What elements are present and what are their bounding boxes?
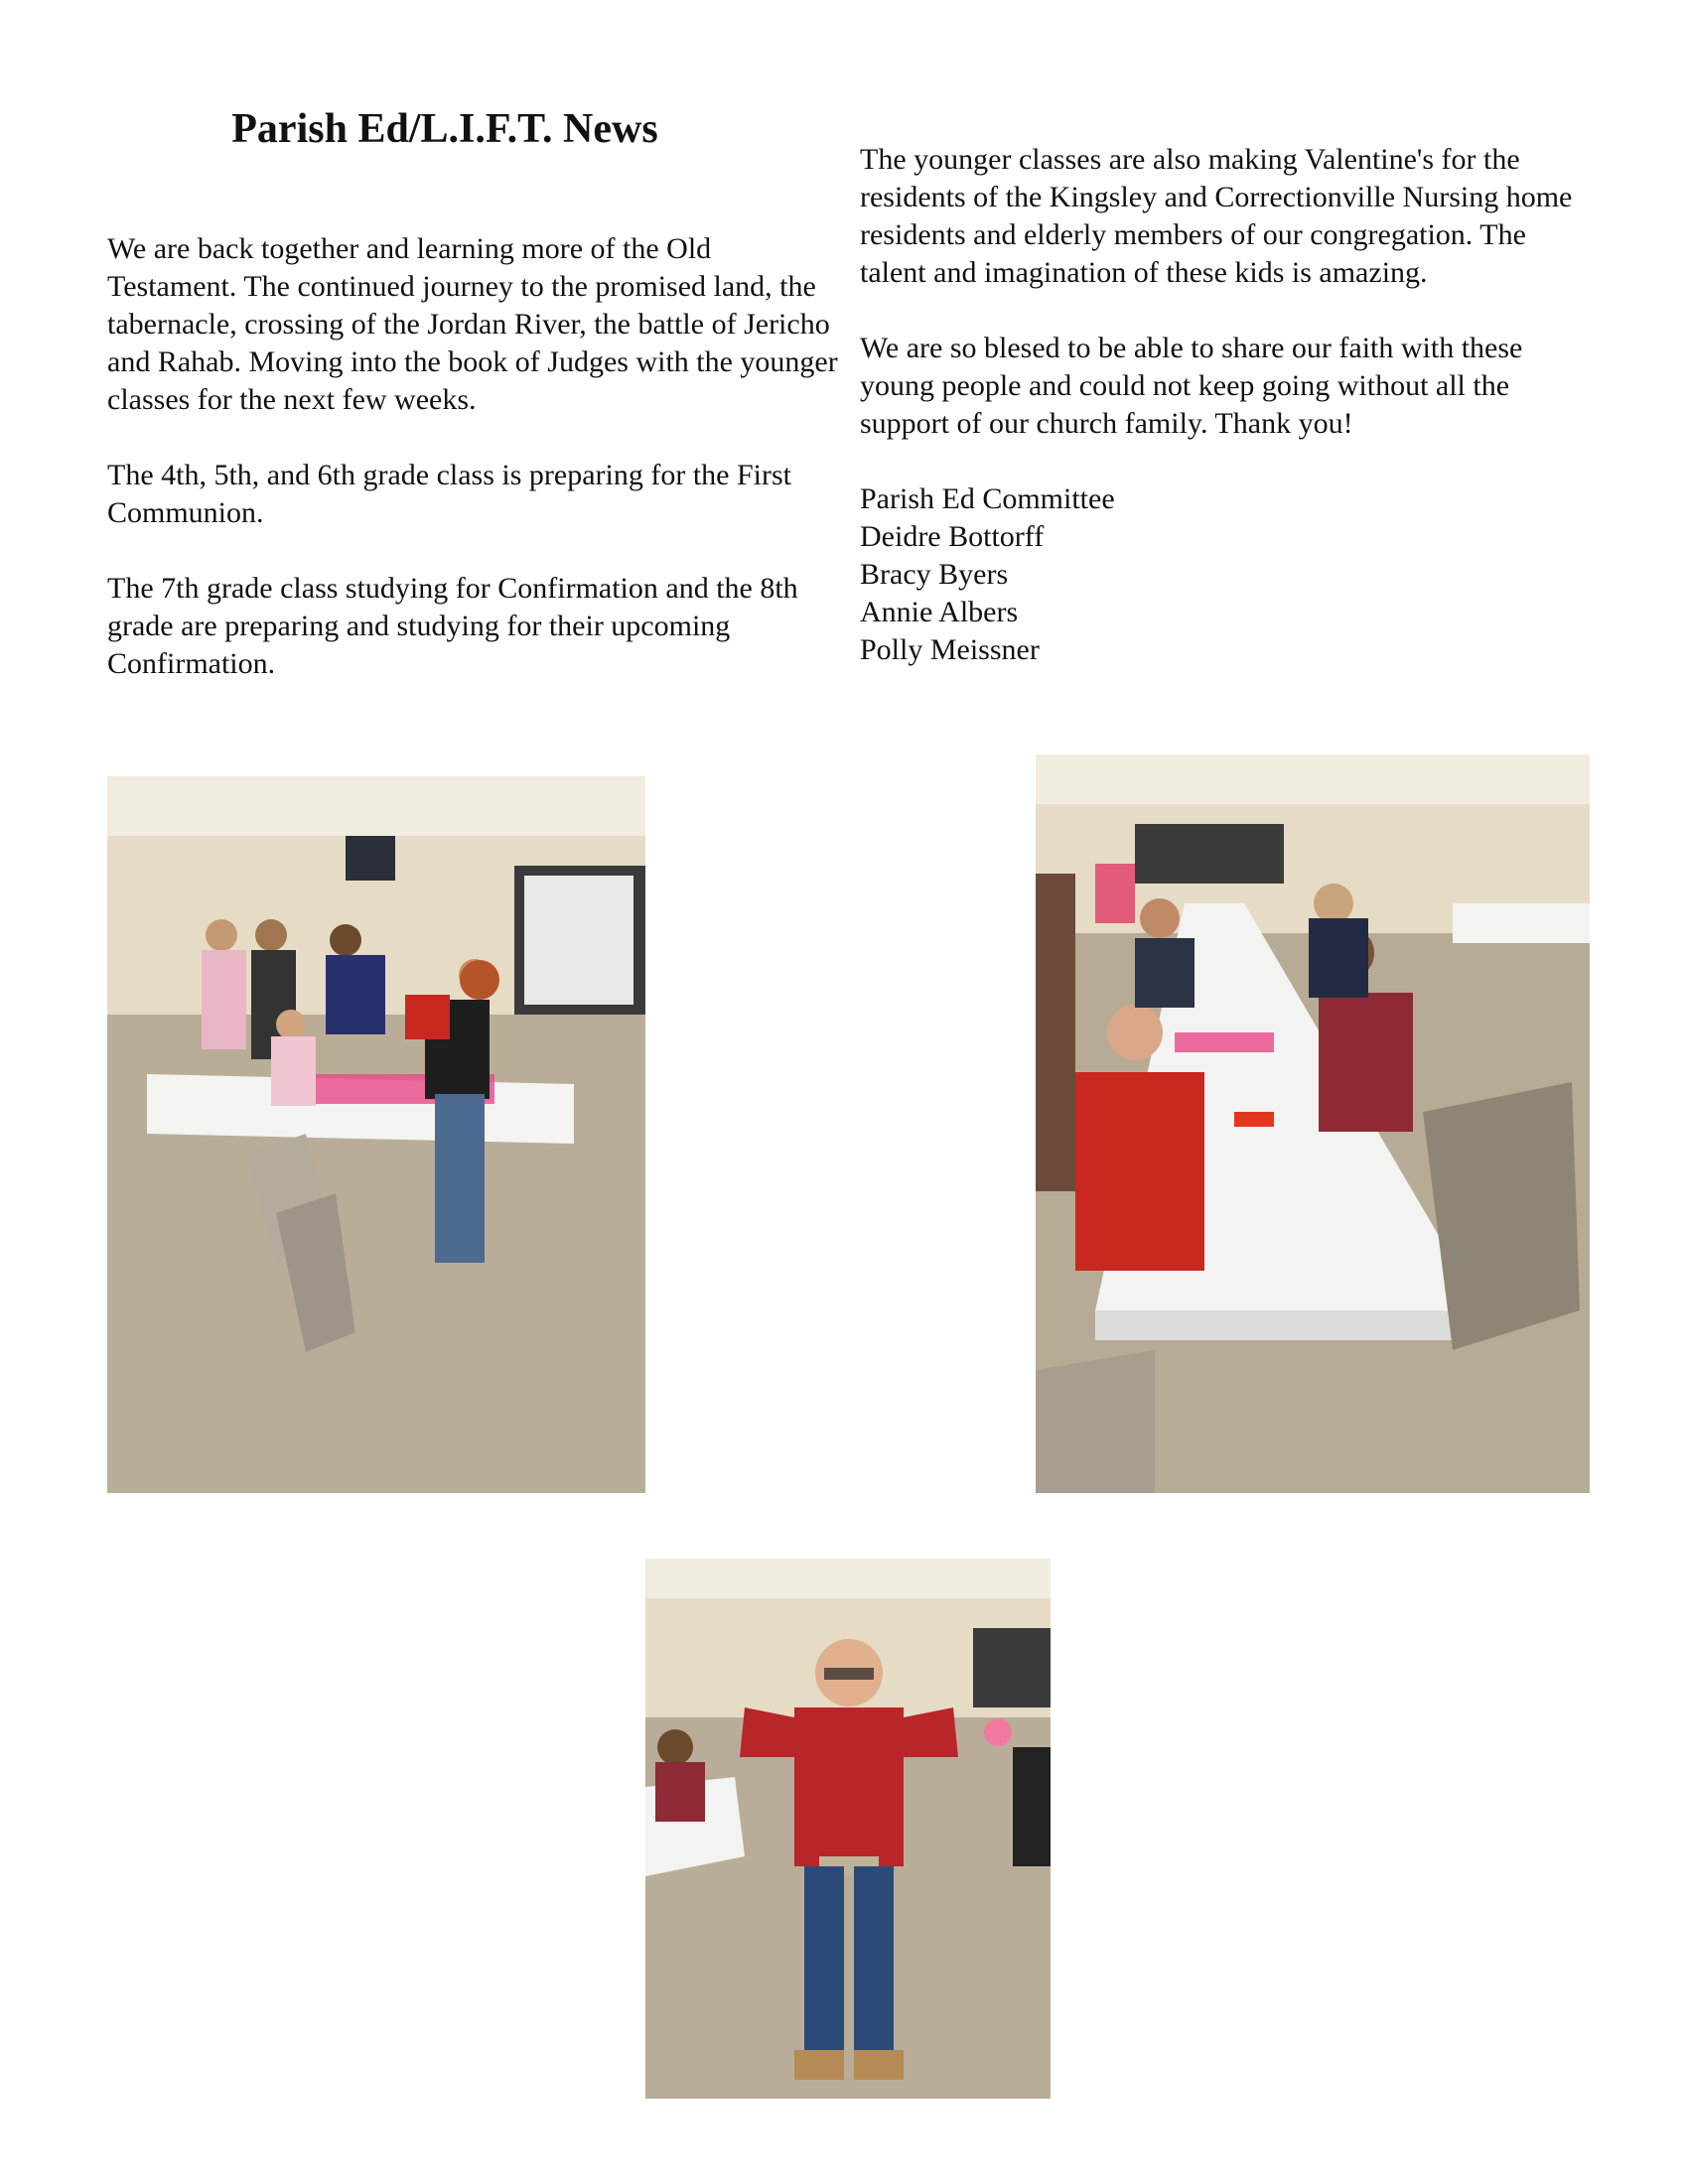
signature-name: Bracy Byers	[860, 558, 1009, 591]
signature-name: Annie Albers	[860, 596, 1019, 628]
article-title: Parish Ed/L.I.F.T. News	[231, 106, 658, 152]
signature-block	[860, 480, 1575, 669]
signature-name: Polly Meissner	[860, 633, 1040, 666]
right-column	[860, 141, 1575, 669]
paragraph-confirmation: The 7th grade class studying for Confirmation and the 8th grade are preparing and studying for their upcoming Confirmation.	[107, 572, 798, 680]
photo-boy-plaid-shirt	[645, 1559, 1051, 2099]
signature-name: Deidre Bottorff	[860, 520, 1045, 553]
paragraph-thanks: We are so blesed to be able to share our faith with these young people and could not keep going without all the support of our church family. Thank you!	[860, 332, 1523, 440]
paragraph-old-testament: We are back together and learning more of the Old Testament. The continued journey to the promised land, the tabernacle, crossing of the Jordan River, the battle of Jericho and Rahab. Moving into the book of Judges with the younger classes for the next few weeks.	[107, 232, 838, 416]
signature-committee: Parish Ed Committee	[860, 482, 1115, 515]
paragraph-valentines: The younger classes are also making Valentine's for the residents of the Kingsley and Correctionville Nursing home residents and elderly members of our congregation. The talent and imagination of these kids is amazing.	[860, 143, 1573, 289]
paragraph-first-communion: The 4th, 5th, and 6th grade class is preparing for the First Communion.	[107, 459, 792, 529]
photo-kids-long-table	[1036, 754, 1590, 1493]
left-column	[107, 230, 842, 721]
photo-kids-crafting-left	[107, 776, 645, 1493]
